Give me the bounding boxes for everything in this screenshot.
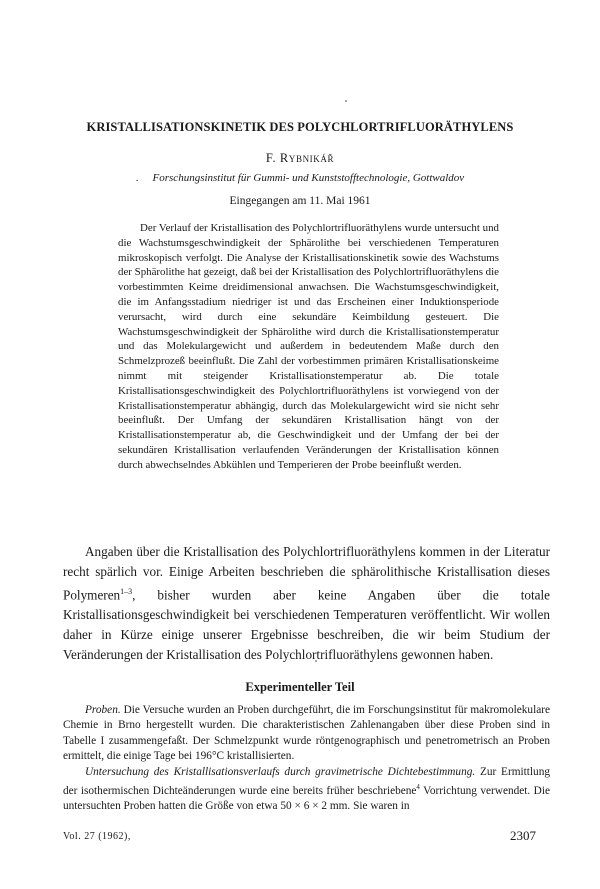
intro-text-end: , bisher wurden aber keine Angaben über die totale Kristallisationsgeschwindigkeit bei verschiedenen Temperaturen veröffentlicht. Wir wollen daher in Kürze einige unserer Ergebnisse beschreiben, die wir beim Studium der Veränderungen der Kristallisation des Polychlortrifluoräthylens gewonnen haben. [63, 587, 550, 663]
paragraph-samples [63, 703, 550, 765]
affiliation [0, 172, 600, 184]
abstract-text: Der Verlauf der Kristallisation des Polychlortrifluoräthylens wurde untersucht und die Wachstumsgeschwindigkeit der Sphärolithe bei verschiedenen Temperaturen mikroskopisch verfolgt. Die Analyse der Kristallisationskinetik sowie des Wachstums der Sphärolithe hat gezeigt, daß bei der Kristallisation des Polychlortrifluoräthylens die vorbestimmten Keime dreidimensional anwachsen. Die Wachstumsgeschwindigkeit, die im Anfangsstadium niedriger ist und das Erscheinen einer Induktionsperiode verursacht, wird durch eine sekundäre Keimbildung gesteuert. Die Wachstumsgeschwindigkeit der Sphärolithe wird durch die Kristallisationstemperatur und das Molekulargewicht und außerdem in bedeutendem Maße durch den Schmelzprozeß beeinflußt. Die Zahl der vorbestimmen primären Kristallisationskeime nimmt mit steigender Kristallisationstemperatur ab. Die totale Kristallisationsgeschwindigkeit des Polychlortrifluoräthylens ist vorwiegend von der Kristallisationstemperatur abhängig, durch das Molekulargewicht wird sie nicht sehr beeinflußt. Der Umfang der sekundären Kristallisation hängt von der Kristallisationstemperatur ab, die Geschwindigkeit und der Umfang der bei der sekundären Kristallisation verlaufenden Veränderungen der Kristallisation können durch abwechselndes Abkühlen und Temperieren der Probe beeinflußt werden. [118, 222, 499, 471]
page-number: 2307 [510, 828, 536, 843]
paragraph-method-label: Untersuchung des Kristallisationsverlaufs durch gravimetrische Dichtebestimmung. [85, 765, 476, 778]
paragraph-method-text-b: Vorrichtung verwendet. Die untersuchten Proben hatten die Größe von etwa 50 × 6 × 2 mm. Sie waren in [63, 784, 550, 813]
intro-text-start: Angaben über die Kristallisation des Polychlortrifluoräthylens kommen in der Literatur recht spärlich vor. Einige Arbeiten beschrieben die sphärolithische Kristallisation dieses Polymeren [63, 544, 550, 603]
affiliation-bullet: . [135, 172, 139, 184]
article-title: KRISTALLISATIONSKINETIK DES POLYCHLORTRIFLUORÄTHYLENS [86, 120, 514, 134]
paragraph-samples-text: Die Versuche wurden an Proben durchgeführt, die im Forschungsinstitut für makromolekulare Chemie in Brno hergestellt wurden. Die charakteristischen Zahlenangaben über diese Proben sind in Tabelle I zusammengefaßt. Der Schmelzpunkt wurde röntgenographisch und penetrometrisch an Proben ermittelt, die einige Tage bei 196°C kristallisierten. [63, 704, 550, 763]
scan-speck [345, 100, 347, 102]
paragraph-method [63, 765, 550, 815]
intro-paragraph [63, 542, 550, 665]
paragraph-method-reference: 4 [416, 783, 420, 792]
intro-reference: 1–3 [120, 587, 133, 596]
section-heading: Experimenteller Teil [245, 680, 355, 694]
paragraph-method-text-a: Zur Ermittlung der isothermischen Dichteänderungen wurde eine bereits früher beschriebene [63, 765, 550, 797]
journal-volume: Vol. 27 (1962), [63, 831, 131, 842]
abstract [118, 221, 499, 473]
experimental-section [63, 703, 550, 815]
received-date: Eingegangen am 11. Mai 1961 [229, 195, 371, 207]
author-name: F. Rybnikář [265, 151, 335, 165]
introduction [63, 542, 550, 665]
paragraph-samples-label: Proben. [85, 704, 121, 716]
affiliation-text: Forschungsinstitut für Gummi- und Kunststofftechnologie, Gottwaldov [152, 172, 465, 184]
